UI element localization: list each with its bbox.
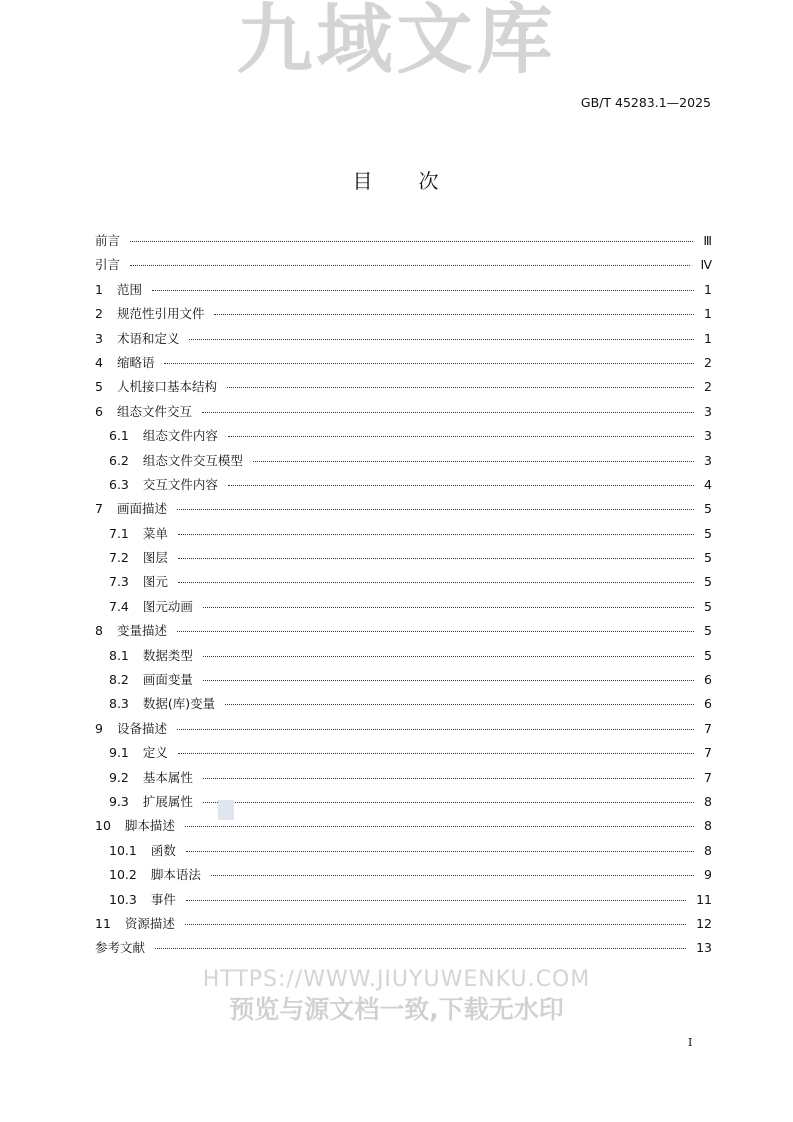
toc-entry-number: 6.3 [109, 476, 129, 492]
toc-entry-number: 7.2 [109, 550, 129, 566]
toc-entry-number: 3 [95, 330, 103, 346]
toc-entry-title: 数据类型 [142, 647, 193, 663]
toc-entry-title: 图元动画 [142, 598, 193, 614]
toc-entry[interactable] [95, 668, 712, 692]
toc-entry-page: 8 [704, 818, 712, 834]
toc-entry[interactable] [95, 449, 712, 473]
toc-entry-title: 定义 [142, 745, 168, 761]
toc-entry[interactable] [95, 253, 712, 277]
dot-leader [185, 924, 686, 925]
dot-leader [177, 631, 694, 632]
toc-entry-title: 人机接口基本结构 [116, 379, 217, 395]
standard-number: GB/T 45283.1—2025 [580, 95, 711, 110]
toc-entry-page: 7 [704, 720, 712, 736]
toc-entry-number: 6.1 [109, 428, 129, 444]
toc-entry[interactable] [95, 766, 712, 790]
dot-leader [203, 680, 694, 681]
toc-entry-page: 11 [696, 891, 712, 907]
toc-entry-number: 10.2 [109, 867, 137, 883]
toc-entry-number: 2 [95, 306, 103, 322]
dot-leader [189, 339, 694, 340]
toc-entry[interactable] [95, 619, 712, 643]
toc-entry-page: 4 [704, 476, 712, 492]
toc-entry-page: Ⅲ [703, 233, 712, 248]
dot-leader [185, 826, 694, 827]
dot-leader [203, 778, 694, 779]
toc-entry[interactable] [95, 473, 712, 497]
toc-entry-number: 1 [95, 281, 103, 297]
toc-entry[interactable] [95, 717, 712, 741]
toc-entry-page: 1 [704, 330, 712, 346]
toc-entry-number: 7.3 [109, 574, 129, 590]
toc-entry-title: 组态文件内容 [142, 428, 218, 444]
page-title: 目 次 [352, 169, 441, 193]
toc-entry-title: 函数 [150, 842, 176, 858]
dot-leader [186, 851, 694, 852]
toc-entry-page: 7 [704, 769, 712, 785]
toc-entry-title: 术语和定义 [116, 330, 180, 346]
toc-entry-number: 9.3 [109, 793, 129, 809]
toc-entry-title: 组态文件交互模型 [142, 452, 243, 468]
toc-entry-title: 参考文献 [95, 940, 146, 956]
toc-entry-title: 画面描述 [116, 501, 167, 517]
toc-entry[interactable] [95, 375, 712, 399]
toc-entry-title: 规范性引用文件 [116, 306, 205, 322]
toc-entry-page: 5 [704, 598, 712, 614]
watermark-badge-icon [218, 800, 234, 820]
toc-entry-page: 5 [704, 501, 712, 517]
toc-entry-title: 事件 [150, 891, 176, 907]
toc-entry[interactable] [95, 692, 712, 716]
toc-entry-title: 菜单 [142, 525, 168, 541]
dot-leader [155, 948, 686, 949]
toc-entry-number: 6 [95, 403, 103, 419]
toc-entry[interactable] [95, 229, 712, 253]
toc-entry-number: 6.2 [109, 452, 129, 468]
table-of-contents [95, 229, 712, 961]
toc-entry-number: 7 [95, 501, 103, 517]
toc-entry[interactable] [95, 814, 712, 838]
dot-leader [186, 900, 686, 901]
toc-entry-page: 2 [704, 379, 712, 395]
toc-entry[interactable] [95, 327, 712, 351]
watermark-brand: 九域文库 [236, 0, 557, 84]
dot-leader [253, 461, 694, 462]
toc-entry-page: 8 [704, 793, 712, 809]
toc-entry-page: 5 [704, 525, 712, 541]
toc-entry-page: 12 [696, 915, 712, 931]
toc-entry-title: 画面变量 [142, 672, 193, 688]
toc-entry-page: 6 [704, 672, 712, 688]
toc-entry-title: 基本属性 [142, 769, 193, 785]
toc-entry[interactable] [95, 351, 712, 375]
toc-entry-title: 缩略语 [116, 354, 155, 370]
toc-entry-page: 3 [704, 428, 712, 444]
dot-leader [203, 802, 694, 803]
toc-entry-number: 10.3 [109, 891, 137, 907]
toc-entry[interactable] [95, 497, 712, 521]
toc-entry[interactable] [95, 278, 712, 302]
toc-entry-title: 扩展属性 [142, 793, 193, 809]
dot-leader [164, 363, 694, 364]
toc-entry-number: 9.2 [109, 769, 129, 785]
toc-entry-title: 资源描述 [124, 915, 175, 931]
toc-entry-number: 8.1 [109, 647, 129, 663]
toc-entry-page: 2 [704, 354, 712, 370]
toc-entry[interactable] [95, 302, 712, 326]
toc-entry-number: 8 [95, 623, 103, 639]
dot-leader [228, 436, 694, 437]
watermark-note: 预览与源文档一致,下载无水印 [229, 995, 564, 1024]
toc-entry[interactable] [95, 424, 712, 448]
toc-entry-number: 5 [95, 379, 103, 395]
toc-entry-title: 范围 [116, 281, 142, 297]
dot-leader [178, 534, 694, 535]
toc-entry-number: 9.1 [109, 745, 129, 761]
toc-entry-title: 数据(库)变量 [142, 696, 216, 712]
toc-entry-title: 图层 [142, 550, 168, 566]
toc-entry-page: 5 [704, 623, 712, 639]
toc-entry[interactable] [95, 936, 712, 960]
toc-entry-title: 交互文件内容 [142, 476, 218, 492]
toc-entry-title: 组态文件交互 [116, 403, 192, 419]
toc-entry-page: 6 [704, 696, 712, 712]
toc-entry-number: 4 [95, 354, 103, 370]
dot-leader [228, 485, 694, 486]
toc-entry-page: 9 [704, 867, 712, 883]
watermark-url: HTTPS://WWW.JIUYUWENKU.COM [202, 967, 591, 992]
toc-entry[interactable] [95, 790, 712, 814]
dot-leader [178, 753, 694, 754]
dot-leader [211, 875, 694, 876]
toc-entry-title: 图元 [142, 574, 168, 590]
toc-entry[interactable] [95, 570, 712, 594]
toc-entry-number: 9 [95, 720, 103, 736]
dot-leader [214, 314, 694, 315]
toc-entry-number: 8.3 [109, 696, 129, 712]
toc-entry-page: 1 [704, 281, 712, 297]
dot-leader [130, 265, 690, 266]
toc-entry-page: 5 [704, 574, 712, 590]
toc-entry-number: 10.1 [109, 842, 137, 858]
toc-entry[interactable] [95, 888, 712, 912]
toc-entry-number: 11 [95, 915, 111, 931]
toc-entry-title: 引言 [95, 257, 121, 273]
dot-leader [202, 412, 694, 413]
toc-entry-page: 3 [704, 403, 712, 419]
toc-entry-page: 8 [704, 842, 712, 858]
toc-entry-page: 5 [704, 647, 712, 663]
dot-leader [203, 656, 694, 657]
toc-entry-number: 7.1 [109, 525, 129, 541]
toc-entry-number: 10 [95, 818, 111, 834]
toc-entry-title: 脚本描述 [124, 818, 175, 834]
toc-entry[interactable] [95, 839, 712, 863]
toc-entry[interactable] [95, 400, 712, 424]
toc-entry[interactable] [95, 546, 712, 570]
dot-leader [203, 607, 694, 608]
toc-entry-number: 7.4 [109, 598, 129, 614]
dot-leader [178, 582, 694, 583]
toc-entry[interactable] [95, 863, 712, 887]
toc-entry[interactable] [95, 595, 712, 619]
toc-entry-title: 设备描述 [116, 720, 167, 736]
toc-entry-title: 变量描述 [116, 623, 167, 639]
dot-leader [177, 729, 694, 730]
dot-leader [177, 509, 694, 510]
dot-leader [227, 387, 694, 388]
toc-entry-title: 前言 [95, 233, 121, 248]
toc-entry-page: 7 [704, 745, 712, 761]
toc-entry-page: 1 [704, 306, 712, 322]
dot-leader [152, 290, 694, 291]
toc-entry[interactable] [95, 522, 712, 546]
dot-leader [130, 241, 693, 242]
dot-leader [178, 558, 694, 559]
dot-leader [225, 704, 694, 705]
toc-entry-page: 5 [704, 550, 712, 566]
toc-entry[interactable] [95, 644, 712, 668]
page-number: I [688, 1036, 693, 1049]
toc-entry-page: 3 [704, 452, 712, 468]
toc-entry-page: Ⅳ [700, 257, 712, 273]
toc-entry-title: 脚本语法 [150, 867, 201, 883]
toc-entry-page: 13 [696, 940, 712, 956]
toc-entry[interactable] [95, 912, 712, 936]
toc-entry-number: 8.2 [109, 672, 129, 688]
toc-entry[interactable] [95, 741, 712, 765]
